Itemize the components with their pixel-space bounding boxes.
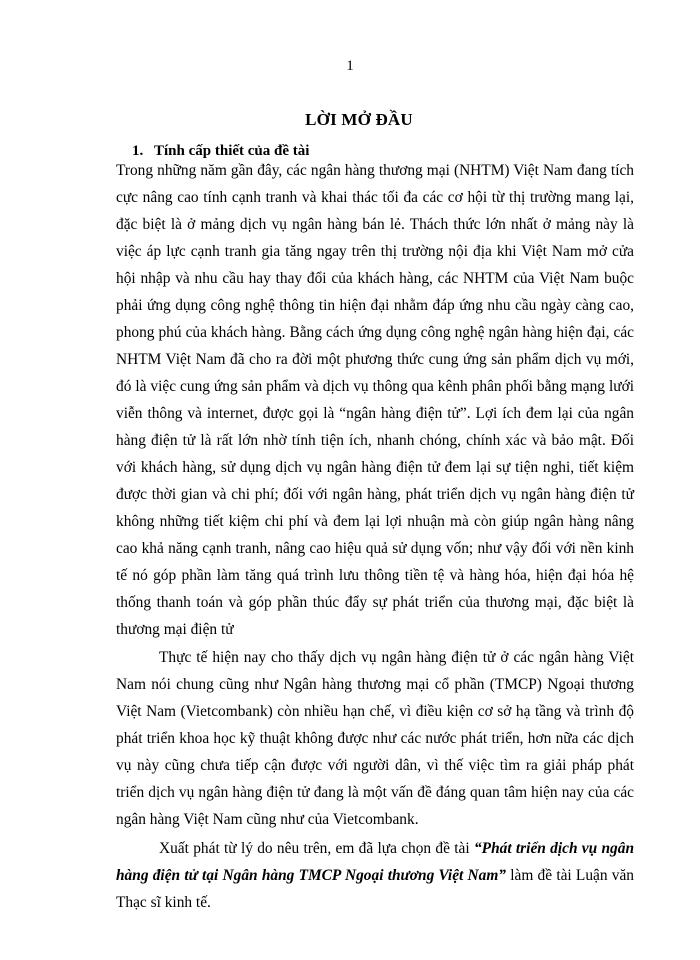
thesis-title: “Phát triển dịch vụ ngân hàng điện tử tại Ngân hàng TMCP Ngoại thương Việt Nam” <box>116 840 635 884</box>
paragraph-3-start: Xuất phát từ lý do nêu trên, em đã lựa chọn đề tài <box>159 840 474 857</box>
paragraph-3 <box>116 835 634 916</box>
paragraph-1: Trong những năm gần đây, các ngân hàng thương mại (NHTM) Việt Nam đang tích cực nâng cao tính cạnh tranh và khai thác tối đa các cơ hội từ thị trường mang lại, đặc biệt là ở mảng dịch vụ ngân hàng bán lẻ. Thách thức lớn nhất ở mảng này là việc áp lực cạnh tranh gia tăng ngay trên thị trường nội địa khi Việt Nam mở cửa hội nhập và nhu cầu hay thay đổi của khách hàng, các NHTM của Việt Nam buộc phải ứng dụng công nghệ thông tin hiện đại nhằm đáp ứng nhu cầu ngày càng cao, phong phú của khách hàng. Bằng cách ứng dụng công nghệ ngân hàng hiện đại, các NHTM Việt Nam đã cho ra đời một phương thức cung ứng sản phẩm dịch vụ mới, đó là việc cung ứng sản phẩm và dịch vụ thông qua kênh phân phối bằng mạng lưới viễn thông và internet, được gọi là “ngân hàng điện tử”. Lợi ích đem lại của ngân hàng điện tử là rất lớn nhờ tính tiện ích, nhanh chóng, chính xác và bảo mật. Đối với khách hàng, sử dụng dịch vụ ngân hàng điện tử đem lại sự tiện nghi, tiết kiệm được thời gian và chi phí; đối với ngân hàng, phát triển dịch vụ ngân hàng điện tử không những tiết kiệm chi phí và đem lại lợi nhuận mà còn giúp ngân hàng nâng cao khả năng cạnh tranh, nâng cao hiệu quả sử dụng vốn; như vậy đối với nền kinh tế nó góp phần làm tăng quá trình lưu thông tiền tệ và hàng hóa, hiện đại hóa hệ thống thanh toán và góp phần thúc đẩy sự phát triển của thương mại, đặc biệt là thương mại điện tử <box>116 162 634 638</box>
page-number: 1 <box>346 58 354 74</box>
body-text <box>116 157 634 916</box>
page-title: LỜI MỞ ĐẦU <box>305 110 413 129</box>
section-heading-text: Tính cấp thiết của đề tài <box>154 143 310 159</box>
section-number: 1. <box>132 143 144 159</box>
paragraph-3-end: làm đề tài Luận văn Thạc sĩ kinh tế. <box>116 867 635 911</box>
paragraph-2: Thực tế hiện nay cho thấy dịch vụ ngân hàng điện tử ở các ngân hàng Việt Nam nói chung cũng như Ngân hàng thương mại cổ phần (TMCP) Ngoại thương Việt Nam (Vietcombank) còn nhiều hạn chế, vì điều kiện cơ sở hạ tầng và trình độ phát triển khoa học kỹ thuật không được như các nước phát triển, hơn nữa các dịch vụ này cũng chưa tiếp cận được với người dân, vì thế việc tìm ra giải pháp phát triển dịch vụ ngân hàng điện tử đang là một vấn đề đáng quan tâm hiện nay của các ngân hàng Việt Nam cũng như của Vietcombank. <box>116 649 634 828</box>
